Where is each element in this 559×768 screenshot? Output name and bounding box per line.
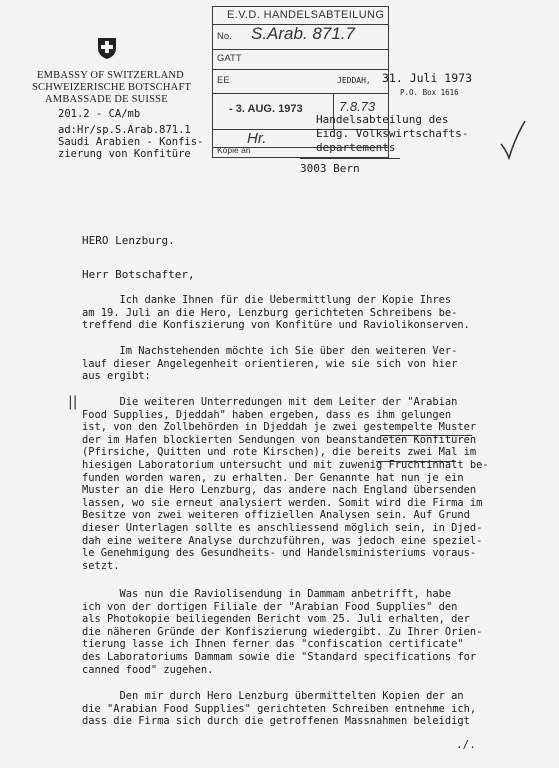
paragraph-line: dieser Unterlagen sollte es anschliessend möglich sein, in Djed-	[82, 521, 483, 534]
paragraph-line: aus ergibt:	[82, 370, 151, 383]
margin-mark: ||	[68, 394, 78, 410]
paragraph-line: hiesigen Laboratorium untersucht und mit zuwenig Fruchtinhalt be-	[82, 458, 489, 471]
paragraph-2	[82, 345, 542, 383]
addressee-city: 3003 Bern	[300, 162, 360, 175]
paragraph-line: setzt.	[82, 559, 120, 572]
reference-line-2: Saudi Arabien - Konfis-	[58, 136, 204, 148]
reference-line-1: ad:Hr/sp.S.Arab.871.1	[58, 124, 191, 136]
paragraph-line: Was nun die Raviolisendung in Dammam anbetrifft, habe	[82, 588, 452, 600]
letter-date: 31. Juli 1973	[382, 71, 473, 85]
file-code: 201.2 - CA/mb	[58, 108, 141, 120]
continuation-mark: ./.	[456, 738, 476, 751]
stamp-number-value: S.Arab. 871.7	[251, 24, 355, 43]
place-city: JEDDAH,	[337, 76, 371, 85]
stamp-initials: Hr.	[247, 130, 267, 147]
paragraph-line: der im Hafen blockierten Sendungen von beanstandeten Konfitüren	[82, 433, 477, 446]
paragraph-line: Die weiteren Unterredungen mit dem Leiter der "Arabian	[82, 396, 458, 408]
stamp-copy-label: Kopie an	[217, 145, 251, 155]
paragraph-line: ist, von den Zollbehörden in Djeddah je zwei gestempelte Muster	[82, 421, 477, 434]
letterhead-embassy-de: SCHWEIZERISCHE BOTSCHAFT	[32, 82, 192, 93]
stamp-ee: EE	[217, 75, 230, 86]
letterhead-embassy-fr: AMBASSADE DE SUISSE	[45, 94, 168, 105]
stamp-handwritten-date: 7.8.73	[339, 99, 376, 114]
paragraph-line: ich von der dortigen Filiale der "Arabian Food Supplies" den	[82, 600, 458, 613]
paragraph-line: die näheren Gründe der Konfiszierung wiedergibt. Zu Ihrer Orien-	[82, 625, 483, 638]
paragraph-line: funden worden waren, zu erhalten. Der Genannte hat nun je ein	[82, 471, 464, 484]
swiss-cross-crest-icon	[96, 36, 118, 60]
paragraph-5	[82, 690, 542, 728]
paragraph-line: (Pfirsiche, Quitten und rote Kirschen), die bereits zwei Mal im	[82, 446, 477, 459]
paragraph-line: tierung lasse ich Ihnen ferner das "confiscation certificate"	[82, 638, 464, 651]
recipient: HERO Lenzburg.	[82, 234, 175, 247]
checkmark-icon	[498, 118, 528, 162]
addressee-line-2: Eidg. Volkswirtschafts-	[316, 127, 469, 140]
hand-underline	[380, 435, 472, 436]
reference-line-3: zierung von Konfitüre	[58, 148, 191, 160]
paragraph-3	[82, 396, 542, 572]
salutation: Herr Botschafter,	[82, 268, 195, 281]
paragraph-line: le Genehmigung des Gesundheits- und Handelsministeriums voraus-	[82, 547, 477, 560]
paragraph-line: Im Nachstehenden möchte ich Sie über den weiteren Ver-	[82, 345, 458, 357]
paragraph-line: Besitze von zwei weiteren offiziellen Analysen sein. Auf Grund	[82, 509, 470, 522]
paragraph-line: dah eine weitere Analyse durchzuführen, was jedoch eine speziel-	[82, 534, 483, 547]
addressee-underline	[300, 158, 400, 159]
stamp-gatt: GATT	[217, 53, 242, 64]
stamp-received-date: - 3. AUG. 1973	[229, 103, 303, 115]
paragraph-1	[82, 294, 542, 332]
paragraph-line: Ich danke Ihnen für die Uebermittlung der Kopie Ihres	[82, 294, 452, 306]
po-box: P.O. Box 1616	[400, 88, 459, 97]
stamp-number-label: No.	[217, 31, 232, 42]
paragraph-line: treffend die Konfiszierung von Konfitüre und Raviolikonserven.	[82, 319, 470, 332]
paragraph-line: Food Supplies, Djeddah" haben ergeben, dass es ihm gelungen	[82, 408, 452, 421]
hand-underline	[376, 461, 456, 462]
paragraph-line: lauf dieser Angelegenheit orientieren, wie sie sich von hier	[82, 357, 458, 370]
paragraph-line: am 19. Juli an die Hero, Lenzburg gerichteten Schreibens be-	[82, 306, 458, 319]
paragraph-line: lassen, wo sie erneut analysiert werden. Somit wird die Firma im	[82, 496, 483, 509]
letterhead-embassy-en: EMBASSY OF SWITZERLAND	[37, 70, 184, 81]
paragraph-line: canned food" zugehen.	[82, 663, 214, 676]
stamp-header: E.V.D. HANDELSABTEILUNG	[227, 9, 385, 21]
paragraph-line: Muster an die Hero Lenzburg, das andere nach England übersenden	[82, 484, 477, 497]
addressee-line-3: departements	[316, 141, 396, 154]
paragraph-4	[82, 588, 542, 676]
paragraph-line: als Photokopie beiliegenden Bericht vom 25. Juli erhalten, der	[82, 613, 470, 626]
paragraph-line: Den mir durch Hero Lenzburg übermittelten Kopien der an	[82, 690, 464, 702]
paragraph-line: dass die Firma sich durch die getroffenen Massnahmen beleidigt	[82, 715, 470, 728]
paragraph-line: die "Arabian Food Supplies" gerichteten Schreiben entnehme ich,	[82, 702, 477, 715]
paragraph-line: des Laboratoriums Dammam sowie die "Standard specifications for	[82, 650, 477, 663]
addressee-line-1: Handelsabteilung des	[316, 113, 449, 126]
